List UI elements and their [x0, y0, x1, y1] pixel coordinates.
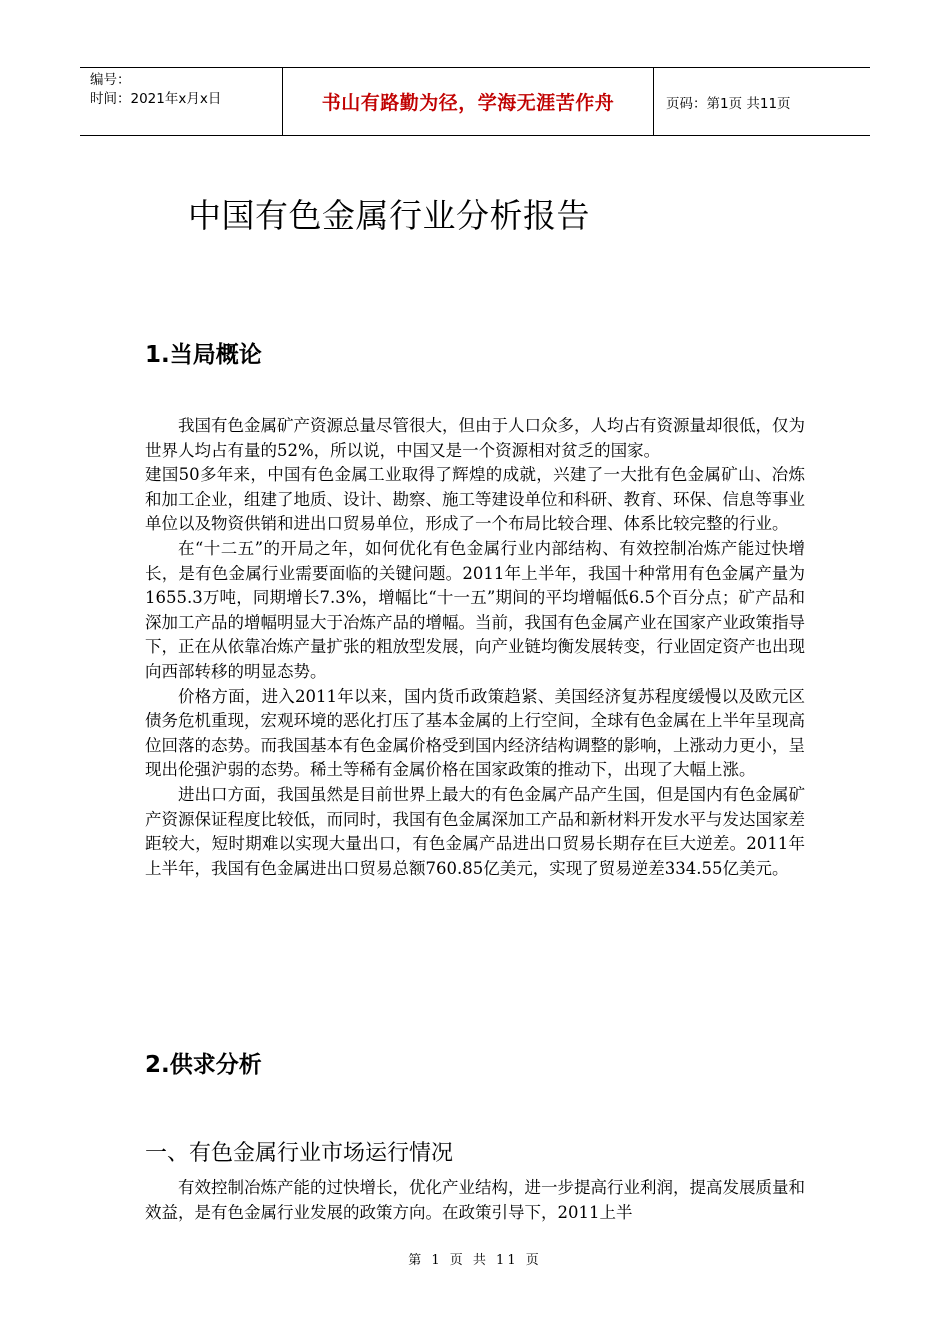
- paragraph: 有效控制冶炼产能的过快增长，优化产业结构，进一步提高行业利润，提高发展质量和效益，是有色金属行业发展的政策方向。在政策引导下，2011上半: [145, 1178, 805, 1222]
- paragraph: 我国有色金属矿产资源总量尽管很大，但由于人口众多，人均占有资源量却很低，仅为世界人均占有量的52%，所以说，中国又是一个资源相对贫乏的国家。: [145, 416, 805, 460]
- section1-heading: 1.当局概论: [145, 342, 262, 368]
- section2-heading: 2.供求分析: [145, 1052, 262, 1078]
- document-title: 中国有色金属行业分析报告: [188, 196, 590, 235]
- footer-page-number: 第 1 页 共 11 页: [408, 1253, 542, 1268]
- motto-cell: [282, 68, 654, 135]
- serial-label: 编号：: [90, 72, 131, 88]
- date-label: 时间：2021年x月x日: [90, 91, 222, 107]
- section2-body: [145, 1176, 805, 1225]
- section1-body: [145, 414, 805, 881]
- paragraph: 价格方面，进入2011年以来，国内货币政策趋紧、美国经济复苏程度缓慢以及欧元区债务危机重现，宏观环境的恶化打压了基本金属的上行空间，全球有色金属在上半年呈现高位回落的态势。而我国基本有色金属价格受到国内经济结构调整的影响，上涨动力更小，呈现出伦强沪弱的态势。稀土等稀有金属价格在国家政策的推动下，出现了大幅上涨。: [145, 686, 805, 780]
- header-meta-cell: [80, 68, 282, 135]
- header-table: [80, 67, 870, 136]
- motto-text: 书山有路勤为径，学海无涯苦作舟: [321, 92, 615, 114]
- paragraph: 进出口方面，我国虽然是目前世界上最大的有色金属产品产生国，但是国内有色金属矿产资源保证程度比较低，而同时，我国有色金属深加工产品和新材料开发水平与发达国家差距较大，短时期难以实现大量出口，有色金属产品进出口贸易长期存在巨大逆差。2011年上半年，我国有色金属进出口贸易总额760.85亿美元，实现了贸易逆差334.55亿美元。: [145, 784, 805, 878]
- paragraph: 在“十二五”的开局之年，如何优化有色金属行业内部结构、有效控制冶炼产能过快增长，是有色金属行业需要面临的关键问题。2011年上半年，我国十种常用有色金属产量为1655.3万吨，同期增长7.3%，增幅比“十一五”期间的平均增幅低6.5个百分点；矿产品和深加工产品的增幅明显大于冶炼产品的增幅。当前，我国有色金属产业在国家产业政策指导下，正在从依靠冶炼产量扩张的粗放型发展，向产业链均衡发展转变，行业固定资产也出现向西部转移的明显态势。: [145, 538, 805, 681]
- page-info-text: 页码：第1页 共11页: [666, 95, 791, 112]
- section2-subheading: 一、有色金属行业市场运行情况: [145, 1141, 454, 1166]
- page-footer: [0, 1249, 950, 1268]
- page-info-cell: [654, 68, 870, 135]
- paragraph: 建国50多年来，中国有色金属工业取得了辉煌的成就，兴建了一大批有色金属矿山、冶炼和加工企业，组建了地质、设计、勘察、施工等建设单位和科研、教育、环保、信息等事业单位以及物资供销和进出口贸易单位，形成了一个布局比较合理、体系比较完整的行业。: [145, 465, 805, 534]
